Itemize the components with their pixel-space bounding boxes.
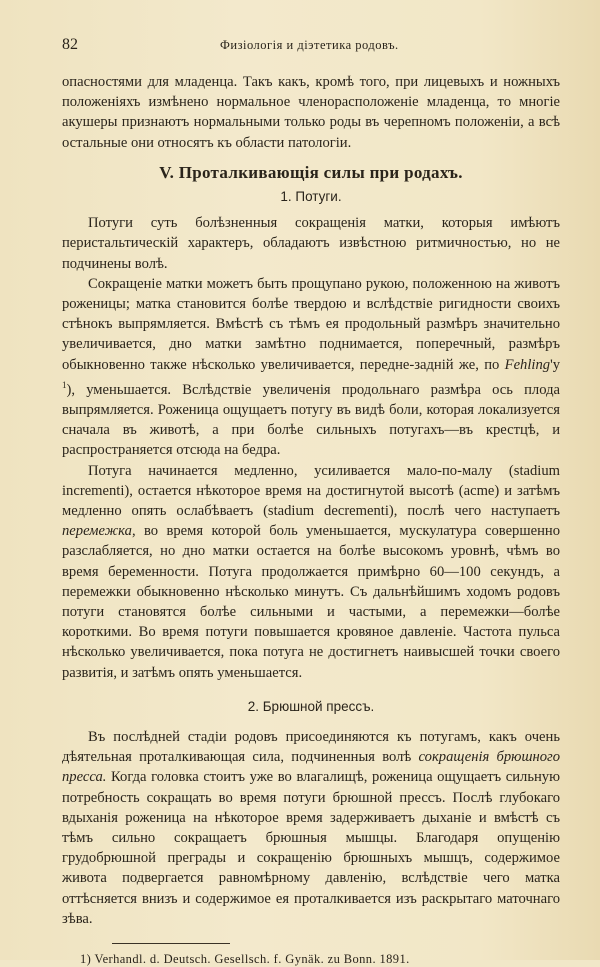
paragraph-text: ), уменьшается. Вслѣдствiе увеличенiя продольнаго размѣра ось плода выпрямляется. Роженица ощущаетъ потугу въ видѣ боли, которая локализуется сначала въ животѣ, а при болѣе сильныхъ потугахъ—въ крестцѣ, и распространяется отсюда на бедра. bbox=[62, 381, 560, 459]
subheading-contractions: 1. Потуги. bbox=[280, 189, 342, 205]
running-head bbox=[62, 36, 560, 58]
footnote-mark: 1) bbox=[80, 951, 92, 966]
footnote-text: Verhandl. d. Deutsch. Gesellsch. f. Gynäk. zu Bonn. 1891. bbox=[94, 951, 410, 966]
footnote-divider bbox=[112, 943, 230, 944]
term-interval: перемежка bbox=[62, 523, 132, 540]
footnote bbox=[62, 952, 560, 967]
paragraph-uterus-contraction bbox=[62, 274, 560, 461]
paragraph-contraction-course bbox=[62, 461, 560, 683]
continuation-paragraph: опасностями для младенца. Такъ какъ, кромѣ того, при лицевыхъ и ножныхъ положенiяхъ измѣнено нормальное членорасположенiе младенца, то многiе акушеры признаютъ нормальными только роды въ черепномъ положенiи, а всѣ остальные они относятъ къ области патологiи. bbox=[62, 74, 560, 151]
body-text bbox=[62, 72, 560, 929]
author-suffix: 'у bbox=[550, 356, 560, 373]
paragraph-text: Сокращенiе матки можетъ быть прощупано рукою, положенною на животъ роженицы; матка становится болѣе твердою и вслѣдствiе ригидности своихъ стѣнокъ выпрямляется. Вмѣстѣ съ тѣмъ ея продольный размѣръ значительно увеличивается, дно матки замѣтно поднимается, поперечный, размѣръ обыкновенно также нѣсколько увеличивается, передне-заднiй же, по bbox=[62, 275, 560, 373]
paragraph-text: Потуга начинается медленно, усиливается мало-по-малу (stadium incrementi), остается нѣкоторое время на достигнутой высотѣ (acme) и затѣмъ медленно опять ослабѣваетъ (stadium decrementi), послѣ чего наступаетъ bbox=[62, 462, 560, 519]
paragraph-abdominal-press bbox=[62, 727, 560, 929]
section-heading: V. Проталкивающiя силы при родахъ. bbox=[159, 162, 463, 182]
subheading-abdominal-press: 2. Брюшной прессъ. bbox=[247, 698, 375, 714]
term-abdominal-press: сокращенiя брюшного пресса. bbox=[62, 749, 560, 786]
paragraph-text: , во время которой боль уменьшается, мускулатура совершенно разслабляется, но дно матки остается на болѣе высокомъ уровнѣ, чѣмъ во время беременности. Потуга продолжается примѣрно 60—100 секундъ, а перемежки обыкновенно нѣсколько минутъ. Съ дальнѣйшимъ ходомъ родовъ потуги становятся болѣе сильными и частыми, а перемежки—болѣе короткими. Во время потуги повышается кровяное давленiе. Частота пульса нѣсколько увеличивается, пока потуга не достигнетъ наивысшей точки своего развитiя, и затѣмъ опять уменьшается. bbox=[62, 523, 560, 681]
paragraph-definition: Потуги суть болѣзненныя сокращенiя матки, которыя имѣютъ перистальтическiй характеръ, обладаютъ извѣстною ритмичностью, но не подчинены волѣ. bbox=[62, 215, 560, 272]
running-title: Физiологiя и дiэтетика родовъ. bbox=[220, 38, 399, 52]
footnote-ref[interactable]: 1 bbox=[62, 379, 67, 390]
paragraph-text: Когда головка стоитъ уже во влагалищѣ, роженица ощущаетъ сильную потребность сокращать во время потуги брюшной прессъ. Послѣ глубокаго вдыханiя роженица на нѣкоторое время задерживаетъ дыханiе и вмѣстѣ съ тѣмъ сильно сокращаетъ брюшныя мышцы. Благодаря опущенiю грудобрюшной преграды и сокращенiю брюшныхъ мышцъ, содержимое живота подвергается равномѣрному давленiю, вслѣдствiе чего матка оттѣсняется внизъ и содержимое ея проталкивается изъ раскрытаго маточнаго зѣва. bbox=[62, 769, 560, 927]
paragraph-text: Въ послѣдней стадiи родовъ присоединяются къ потугамъ, какъ очень дѣятельная проталкивающая сила, подчиненныя волѣ bbox=[62, 728, 560, 766]
page-number: 82 bbox=[62, 36, 78, 53]
author-name: Fehling bbox=[504, 356, 551, 373]
